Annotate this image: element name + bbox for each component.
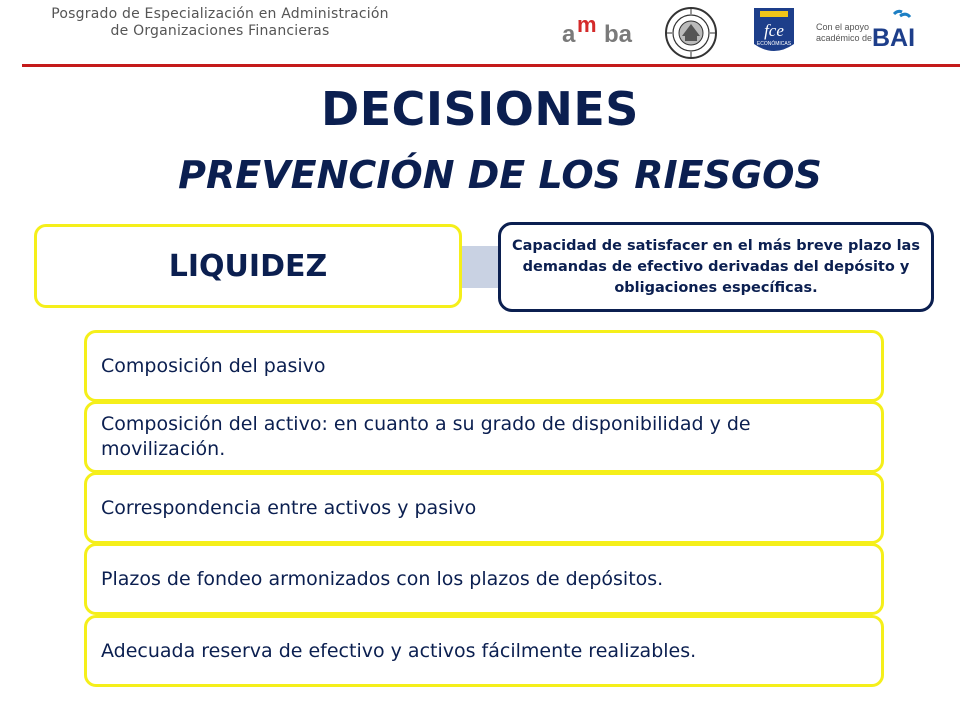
amba-logo — [560, 12, 638, 52]
bai-logo — [816, 8, 920, 54]
concept-label-box — [34, 224, 462, 308]
list-item — [84, 401, 884, 473]
page-title: DECISIONES — [321, 82, 639, 136]
svg-text:Con el apoyo: Con el apoyo — [816, 22, 870, 32]
list-item-text: Composición del pasivo — [101, 354, 326, 377]
list-item-text: Plazos de fondeo armonizados con los plazos de depósitos. — [101, 567, 664, 590]
list-item — [84, 543, 884, 615]
page-subtitle: PREVENCIÓN DE LOS RIESGOS — [178, 153, 822, 197]
svg-text:BAI: BAI — [872, 24, 916, 52]
list-item — [84, 472, 884, 544]
svg-text:ECONÓMICAS: ECONÓMICAS — [756, 41, 792, 47]
svg-text:m: m — [577, 12, 597, 37]
program-header-line-2: de Organizaciones Financieras — [110, 23, 330, 39]
header-divider — [22, 64, 960, 67]
svg-text:fce: fce — [764, 21, 784, 40]
program-header — [10, 6, 430, 40]
svg-text:académico de: académico de — [816, 33, 873, 43]
concept-definition-box — [498, 222, 934, 312]
svg-text:ba: ba — [604, 21, 633, 48]
list-item-text: Correspondencia entre activos y pasivo — [101, 496, 477, 519]
concept-definition: Capacidad de satisfacer en el más breve plazo las demandas de efectivo derivadas del depósito y obligaciones específicas. — [512, 237, 920, 296]
list-item-text: Composición del activo: en cuanto a su grado de disponibilidad y de movilización. — [101, 413, 751, 460]
list-item — [84, 615, 884, 687]
concept-label: LIQUIDEZ — [168, 248, 328, 284]
university-seal-logo — [664, 6, 718, 60]
fce-logo — [752, 6, 796, 58]
svg-text:a: a — [562, 21, 576, 48]
list-item-text: Adecuada reserva de efectivo y activos fácilmente realizables. — [101, 639, 697, 662]
program-header-line-1: Posgrado de Especialización en Administración — [51, 6, 389, 22]
list-item — [84, 330, 884, 402]
